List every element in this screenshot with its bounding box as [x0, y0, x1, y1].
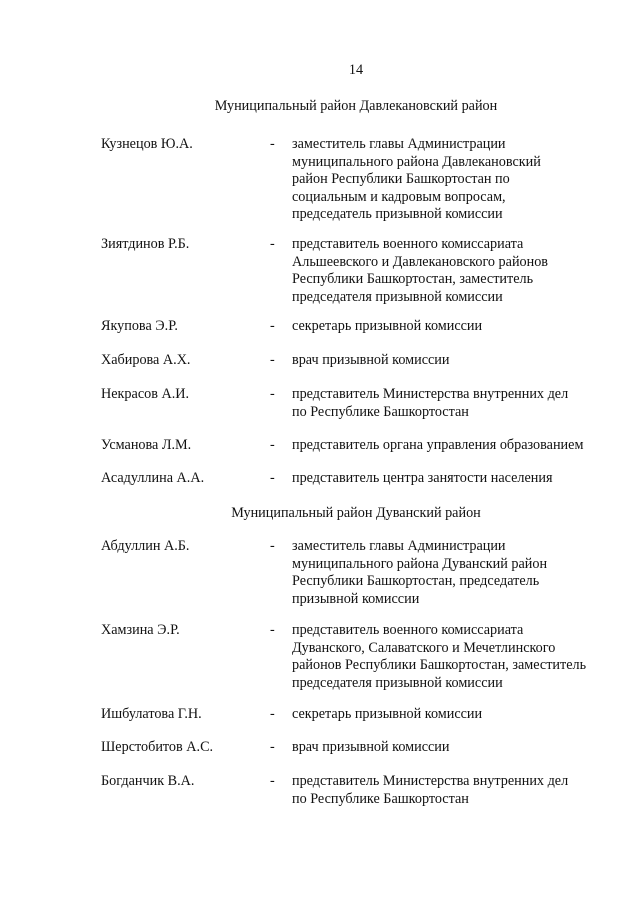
- section-title: Муниципальный район Дуванский район: [231, 505, 481, 521]
- member-name: Богданчик В.А.: [101, 773, 195, 789]
- member-name: Шерстобитов А.С.: [101, 739, 214, 755]
- member-name: Асадуллина А.А.: [101, 470, 205, 486]
- member-role: врач призывной комиссии: [292, 739, 450, 755]
- member-name: Кузнецов Ю.А.: [101, 136, 193, 152]
- dash-separator: -: [270, 386, 275, 402]
- member-role: заместитель главы Администрации муниципального района Давлекановский район Республики Башкортостан по социальным и кадровым вопросам, председатель призывной комиссии: [292, 136, 541, 223]
- member-name: Зиятдинов Р.Б.: [101, 236, 190, 252]
- list-item: [0, 773, 640, 807]
- list-item: [0, 706, 640, 726]
- member-name: Некрасов А.И.: [101, 386, 190, 402]
- dash-separator: -: [270, 622, 275, 638]
- dash-separator: -: [270, 470, 275, 486]
- member-name: Абдуллин А.Б.: [101, 538, 190, 554]
- member-role: секретарь призывной комиссии: [292, 318, 483, 334]
- list-item: [0, 622, 640, 691]
- member-name: Хабирова А.Х.: [101, 352, 191, 368]
- dash-separator: -: [270, 236, 275, 252]
- member-role: представитель центра занятости населения: [292, 470, 553, 486]
- dash-separator: -: [270, 538, 275, 554]
- dash-separator: -: [270, 318, 275, 334]
- list-item: [0, 136, 640, 223]
- dash-separator: -: [270, 136, 275, 152]
- list-item: [0, 352, 640, 372]
- list-item: [0, 437, 640, 457]
- list-item: [0, 739, 640, 759]
- dash-separator: -: [270, 739, 275, 755]
- member-name: Якупова Э.Р.: [101, 318, 178, 334]
- dash-separator: -: [270, 352, 275, 368]
- member-role: заместитель главы Администрации муниципального района Дуванский район Республики Башкортостан, председатель призывной комиссии: [292, 538, 548, 607]
- list-item: [0, 236, 640, 305]
- dash-separator: -: [270, 706, 275, 722]
- list-item: [0, 538, 640, 607]
- member-role: представитель военного комиссариата Альшеевского и Давлекановского районов Республики Башкортостан, заместитель председателя призывной комиссии: [292, 236, 549, 305]
- member-name: Ишбулатова Г.Н.: [101, 706, 202, 722]
- list-item: [0, 386, 640, 420]
- member-role: представитель военного комиссариата Дуванского, Салаватского и Мечетлинского районов Республики Башкортостан, заместитель председателя призывной комиссии: [292, 622, 587, 691]
- section-title: Муниципальный район Давлекановский район: [214, 98, 498, 114]
- member-role: представитель Министерства внутренних дел по Республике Башкортостан: [292, 773, 569, 807]
- member-role: врач призывной комиссии: [292, 352, 450, 368]
- member-name: Хамзина Э.Р.: [101, 622, 180, 638]
- member-role: секретарь призывной комиссии: [292, 706, 483, 722]
- dash-separator: -: [270, 437, 275, 453]
- member-role: представитель Министерства внутренних дел по Республике Башкортостан: [292, 386, 569, 420]
- member-role: представитель органа управления образованием: [292, 437, 584, 453]
- list-item: [0, 318, 640, 338]
- list-item: [0, 470, 640, 490]
- dash-separator: -: [270, 773, 275, 789]
- member-name: Усманова Л.М.: [101, 437, 192, 453]
- page-number: 14: [348, 62, 364, 78]
